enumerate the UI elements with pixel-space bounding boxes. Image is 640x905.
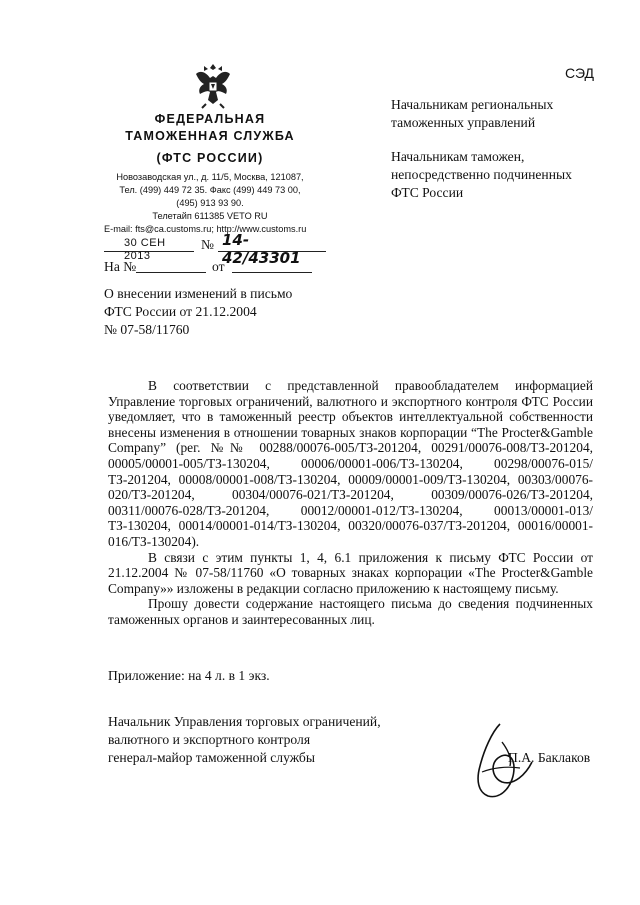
recipient-group-2 <box>391 148 611 202</box>
email-line: E-mail: fts@ca.customs.ru; http://www.customs.ru <box>104 224 307 234</box>
doc-date-field <box>104 237 194 262</box>
doc-number-field <box>218 231 326 267</box>
recipient-line: таможенных управлений <box>391 115 536 130</box>
position-line: Начальник Управления торговых ограничений, <box>108 714 381 729</box>
doc-number-label: № <box>201 237 214 252</box>
sed-stamp: СЭД <box>565 65 595 81</box>
subject-line: О внесении изменений в письмо <box>104 286 293 301</box>
doc-number: 14-42/43301 <box>222 231 301 267</box>
ref-from-label: от <box>212 259 225 274</box>
body-paragraph-1: В соответствии с представленной правообладателем информацией Управление торговых ограничений, валютного и экспортного контроля ФТС России уведомляет, что в таможенный реестр объектов интеллектуальной собственности внесены изменения в отношении товарных знаков корпорации “The Procter&Gamble Company” (рег. №№ 00288/00076-005/ТЗ-201204, 00291/00076-008/ТЗ-201204, 00005/00001-005/ТЗ-130204, 00006/00001-006/ТЗ-130204, 00298/00076-015/ТЗ-201204, 00008/00001-008/ТЗ-130204, 00009/00001-009/ТЗ-130204, 00303/00076-020/ТЗ-201204, 00304/00076-021/ТЗ-201204, 00309/00076-026/ТЗ-201204, 00311/00076-028/ТЗ-201204, 00012/00001-012/ТЗ-130204, 00013/00001-013/ТЗ-130204, 00014/00001-014/ТЗ-130204, 00320/00076-037/ТЗ-201204, 00016/00001-016/ТЗ-130204). <box>108 378 593 549</box>
recipient-line: Начальникам таможен, <box>391 149 525 164</box>
signatory-name: П.А. Баклаков <box>508 750 591 765</box>
body-paragraph-2: В связи с этим пункты 1, 4, 6.1 приложения к письму ФТС России от 21.12.2004 № 07-58/11760 «О товарных знаках корпорации «The Procter&Gamble Company»» изложены в редакции согласно приложению к настоящему письму. <box>108 549 593 596</box>
org-name-line-1: ФЕДЕРАЛЬНАЯ <box>154 112 266 126</box>
address-line-3: (495) 913 93 90. <box>176 198 244 208</box>
body-paragraph-3: Прошу довести содержание настоящего письма до сведения подчиненных таможенных органов и заинтересованных лиц. <box>108 596 593 627</box>
position-line: генерал-майор таможенной службы <box>108 750 315 765</box>
coat-of-arms-icon <box>190 60 236 110</box>
address-line-2: Тел. (499) 449 72 35. Факс (499) 449 73 00, <box>119 185 301 195</box>
attachment-note: Приложение: на 4 л. в 1 экз. <box>108 668 270 683</box>
ref-date-field <box>232 258 312 273</box>
letter-body <box>108 378 593 628</box>
address-line-1: Новозаводская ул., д. 11/5, Москва, 121087, <box>116 172 304 182</box>
recipient-line: Начальникам региональных <box>391 97 554 112</box>
doc-date: 30 СЕН 2013 <box>124 237 166 262</box>
subject <box>104 285 364 339</box>
subject-line: № 07-58/11760 <box>104 322 190 337</box>
ref-label: На № <box>104 259 137 274</box>
org-name-line-2: ТАМОЖЕННАЯ СЛУЖБА <box>125 129 295 143</box>
teletype: Телетайп 611385 VETO RU <box>152 211 268 221</box>
recipient-group-1 <box>391 96 611 132</box>
ref-number-field <box>136 258 206 273</box>
signatory-position <box>108 713 438 767</box>
recipient-line: ФТС России <box>391 185 464 200</box>
position-line: валютного и экспортного контроля <box>108 732 311 747</box>
subject-line: ФТС России от 21.12.2004 <box>104 304 257 319</box>
org-short-name: (ФТС РОССИИ) <box>156 151 264 165</box>
recipient-line: непосредственно подчиненных <box>391 167 572 182</box>
